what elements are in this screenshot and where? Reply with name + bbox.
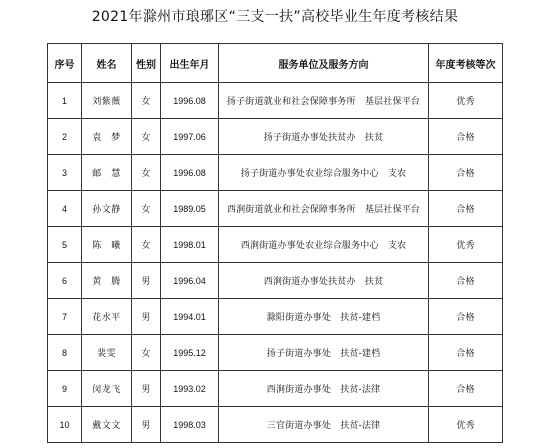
cell-service: 滁阳街道办事处 扶贫-建档 bbox=[219, 299, 429, 335]
table-row bbox=[48, 119, 503, 155]
cell-service: 西涧街道办事处农业综合服务中心 支农 bbox=[219, 227, 429, 263]
cell-no: 6 bbox=[48, 263, 82, 299]
header-name: 姓名 bbox=[82, 44, 132, 83]
cell-no: 5 bbox=[48, 227, 82, 263]
cell-name: 戴文文 bbox=[82, 407, 132, 443]
cell-service: 扬子街道办事处 扶贫-建档 bbox=[219, 335, 429, 371]
cell-grade: 合格 bbox=[429, 263, 503, 299]
cell-birth: 1998.01 bbox=[161, 227, 219, 263]
cell-service: 扬子街道办事处扶贫办 扶贫 bbox=[219, 119, 429, 155]
cell-gender: 男 bbox=[132, 263, 161, 299]
cell-name: 袁 梦 bbox=[82, 119, 132, 155]
header-gender: 性别 bbox=[132, 44, 161, 83]
cell-no: 7 bbox=[48, 299, 82, 335]
cell-no: 2 bbox=[48, 119, 82, 155]
cell-birth: 1998.03 bbox=[161, 407, 219, 443]
table-row bbox=[48, 263, 503, 299]
table-row bbox=[48, 155, 503, 191]
header-grade: 年度考核等次 bbox=[429, 44, 503, 83]
cell-no: 9 bbox=[48, 371, 82, 407]
cell-no: 3 bbox=[48, 155, 82, 191]
cell-grade: 合格 bbox=[429, 335, 503, 371]
cell-name: 花水平 bbox=[82, 299, 132, 335]
cell-grade: 合格 bbox=[429, 191, 503, 227]
cell-gender: 男 bbox=[132, 299, 161, 335]
cell-birth: 1989.05 bbox=[161, 191, 219, 227]
table-row bbox=[48, 407, 503, 443]
cell-birth: 1994.01 bbox=[161, 299, 219, 335]
header-birth: 出生年月 bbox=[161, 44, 219, 83]
table-header-row bbox=[48, 44, 503, 83]
cell-gender: 女 bbox=[132, 191, 161, 227]
table-row bbox=[48, 335, 503, 371]
cell-name: 闵龙飞 bbox=[82, 371, 132, 407]
cell-birth: 1993.02 bbox=[161, 371, 219, 407]
cell-service: 扬子街道办事处农业综合服务中心 支农 bbox=[219, 155, 429, 191]
cell-birth: 1996.08 bbox=[161, 155, 219, 191]
cell-gender: 女 bbox=[132, 227, 161, 263]
cell-birth: 1996.04 bbox=[161, 263, 219, 299]
header-no: 序号 bbox=[48, 44, 82, 83]
cell-grade: 合格 bbox=[429, 119, 503, 155]
table-row bbox=[48, 299, 503, 335]
cell-gender: 男 bbox=[132, 407, 161, 443]
cell-grade: 优秀 bbox=[429, 407, 503, 443]
table-row bbox=[48, 227, 503, 263]
cell-grade: 合格 bbox=[429, 155, 503, 191]
cell-name: 陈 曦 bbox=[82, 227, 132, 263]
cell-no: 8 bbox=[48, 335, 82, 371]
assessment-results-table bbox=[47, 43, 503, 443]
cell-grade: 合格 bbox=[429, 299, 503, 335]
cell-birth: 1997.06 bbox=[161, 119, 219, 155]
cell-name: 孙文静 bbox=[82, 191, 132, 227]
cell-name: 邮 慧 bbox=[82, 155, 132, 191]
cell-grade: 合格 bbox=[429, 371, 503, 407]
cell-no: 4 bbox=[48, 191, 82, 227]
cell-name: 裴雯 bbox=[82, 335, 132, 371]
cell-name: 黄 腾 bbox=[82, 263, 132, 299]
header-service: 服务单位及服务方向 bbox=[219, 44, 429, 83]
cell-birth: 1996.08 bbox=[161, 83, 219, 119]
cell-gender: 女 bbox=[132, 119, 161, 155]
cell-service: 西涧街道办事处 扶贫-法律 bbox=[219, 371, 429, 407]
page-title: 2021年滁州市琅琊区“三支一扶”高校毕业生年度考核结果 bbox=[91, 9, 459, 25]
cell-no: 10 bbox=[48, 407, 82, 443]
table-row bbox=[48, 371, 503, 407]
table-row bbox=[48, 83, 503, 119]
cell-gender: 男 bbox=[132, 371, 161, 407]
cell-gender: 女 bbox=[132, 155, 161, 191]
cell-birth: 1995.12 bbox=[161, 335, 219, 371]
cell-grade: 优秀 bbox=[429, 83, 503, 119]
cell-service: 西涧街道办事处扶贫办 扶贫 bbox=[219, 263, 429, 299]
cell-no: 1 bbox=[48, 83, 82, 119]
cell-name: 刘紫薇 bbox=[82, 83, 132, 119]
cell-service: 三官街道办事处 扶贫-法律 bbox=[219, 407, 429, 443]
cell-service: 西涧街道就业和社会保障事务所 基层社保平台 bbox=[219, 191, 429, 227]
cell-service: 扬子街道就业和社会保障事务所 基层社保平台 bbox=[219, 83, 429, 119]
table-row bbox=[48, 191, 503, 227]
cell-gender: 女 bbox=[132, 83, 161, 119]
cell-grade: 优秀 bbox=[429, 227, 503, 263]
cell-gender: 女 bbox=[132, 335, 161, 371]
